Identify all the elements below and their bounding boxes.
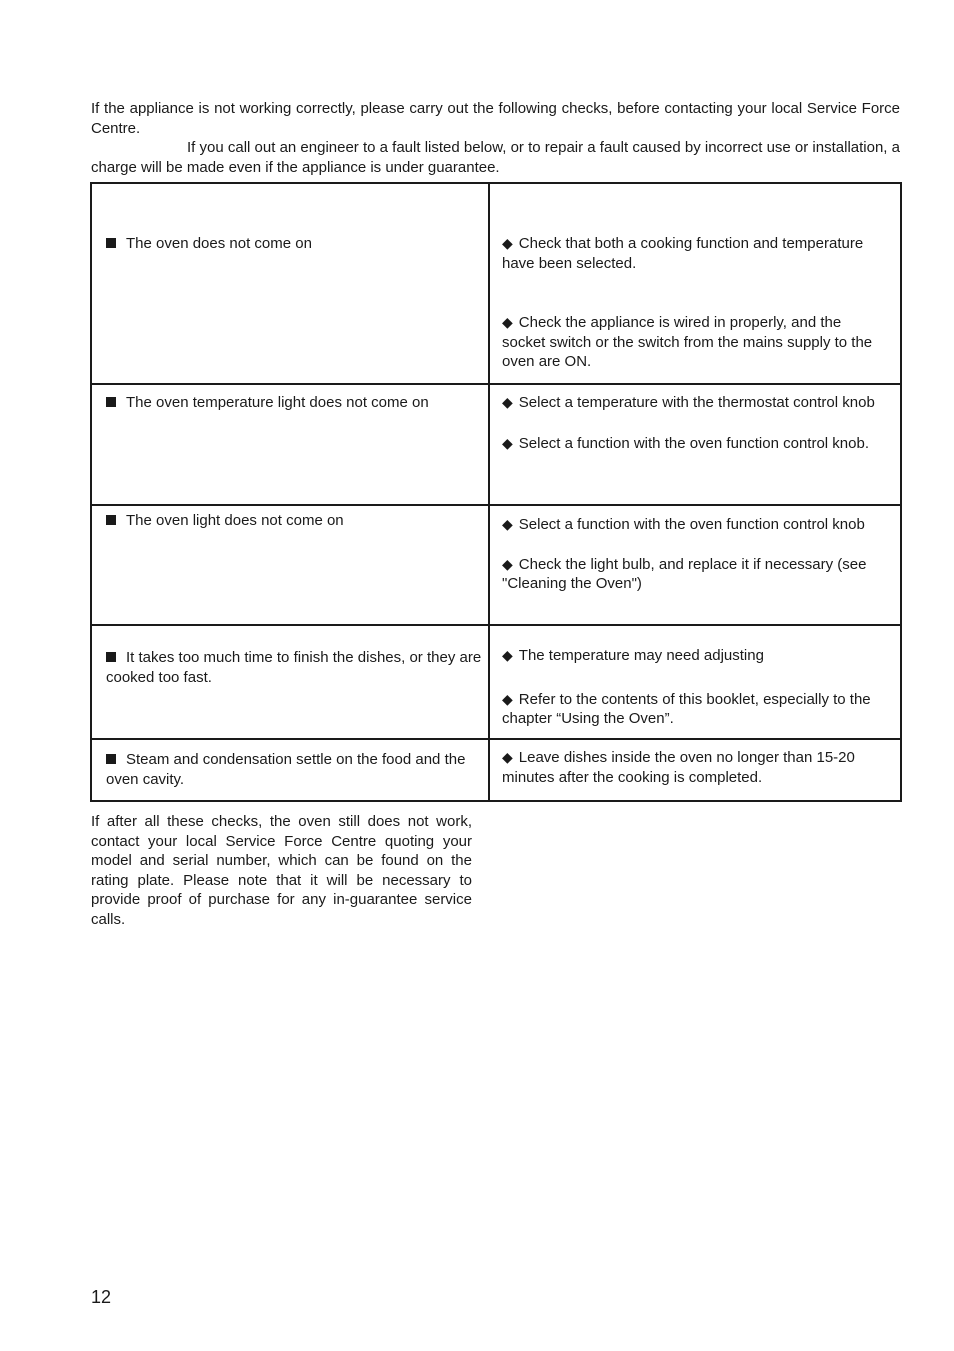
- remedy-text: Check the appliance is wired in properly, and the socket switch or the switch from the mains supply to the oven are ON.: [502, 314, 873, 370]
- fault-text: The oven does not come on: [126, 235, 312, 252]
- fault-item: [106, 506, 482, 531]
- diamond-bullet-icon: ◆: [502, 555, 513, 572]
- table-row: [91, 384, 901, 505]
- remedy-item: [502, 626, 886, 666]
- fault-text: It takes too much time to finish the dishes, or they are cooked too fast.: [106, 649, 482, 686]
- solution-cell: [489, 505, 901, 625]
- closing-text: If after all these checks, the oven still does not work, contact your local Service Force Centre quoting your model and serial number, which can be found on the rating plate. Please note that it will be necessary to provide proof of purchase for any in-guarantee service calls.: [91, 813, 472, 928]
- remedy-item: [502, 506, 886, 535]
- remedy-item: [502, 413, 886, 454]
- solution-cell: [489, 625, 901, 739]
- remedy-item: [502, 740, 886, 787]
- diamond-bullet-icon: ◆: [502, 314, 513, 330]
- diamond-bullet-icon: ◆: [502, 394, 513, 410]
- remedy-item: [502, 273, 886, 372]
- remedy-text: The temperature may need adjusting: [518, 647, 764, 664]
- table-row: [91, 739, 901, 801]
- problem-cell: [91, 739, 489, 801]
- remedy-text: Leave dishes inside the oven no longer than 15-20 minutes after the cooking is completed.: [502, 749, 855, 786]
- diamond-bullet-icon: ◆: [502, 235, 513, 251]
- intro-text: [91, 99, 900, 177]
- fault-item: [106, 184, 482, 254]
- remedy-item: [502, 184, 886, 273]
- solution-cell: [489, 384, 901, 505]
- remedy-text: Check that both a cooking function and temperature have been selected.: [502, 235, 864, 272]
- diamond-bullet-icon: ◆: [502, 749, 513, 765]
- remedy-item: [502, 666, 886, 729]
- solution-cell: [489, 739, 901, 801]
- square-bullet-icon: [106, 754, 116, 764]
- square-bullet-icon: [106, 238, 116, 248]
- square-bullet-icon: [106, 515, 116, 525]
- fault-text: The oven light does not come on: [126, 512, 344, 529]
- remedy-text: Select a function with the oven function control knob: [518, 516, 865, 533]
- troubleshooting-table: [90, 182, 902, 802]
- diamond-bullet-icon: ◆: [502, 647, 513, 663]
- fault-item: [106, 626, 482, 687]
- fault-item: [106, 740, 482, 789]
- remedy-text: Select a temperature with the thermostat control knob: [518, 394, 875, 411]
- fault-text: Steam and condensation settle on the food and the oven cavity.: [106, 751, 466, 788]
- square-bullet-icon: [106, 652, 116, 662]
- problem-cell: [91, 625, 489, 739]
- closing-paragraph: [91, 812, 472, 929]
- solution-cell: [489, 183, 901, 384]
- fault-item: [106, 385, 482, 413]
- diamond-bullet-icon: ◆: [502, 690, 513, 707]
- diamond-bullet-icon: ◆: [502, 516, 513, 532]
- remedy-text: Check the light bulb, and replace it if necessary (see "Cleaning the Oven"): [502, 555, 867, 592]
- table-row: [91, 625, 901, 739]
- remedy-text: Select a function with the oven function control knob.: [518, 434, 869, 452]
- intro-paragraph-2: If you call out an engineer to a fault listed below, or to repair a fault caused by incorrect use or installation, a charge will be made even if the appliance is under guarantee.: [91, 139, 900, 176]
- table-row: [91, 183, 901, 384]
- square-bullet-icon: [106, 397, 116, 407]
- fault-text: The oven temperature light does not come on: [126, 394, 429, 411]
- remedy-item: [502, 535, 886, 594]
- problem-cell: [91, 505, 489, 625]
- problem-cell: [91, 384, 489, 505]
- remedy-item: [502, 385, 886, 413]
- intro-paragraph-1: If the appliance is not working correctly, please carry out the following checks, before contacting your local Service Force Centre.: [91, 100, 900, 137]
- page-number: 12: [91, 1287, 112, 1307]
- problem-cell: [91, 183, 489, 384]
- table-row: [91, 505, 901, 625]
- remedy-text: Refer to the contents of this booklet, especially to the chapter “Using the Oven”.: [502, 690, 871, 727]
- diamond-bullet-icon: ◆: [502, 434, 513, 451]
